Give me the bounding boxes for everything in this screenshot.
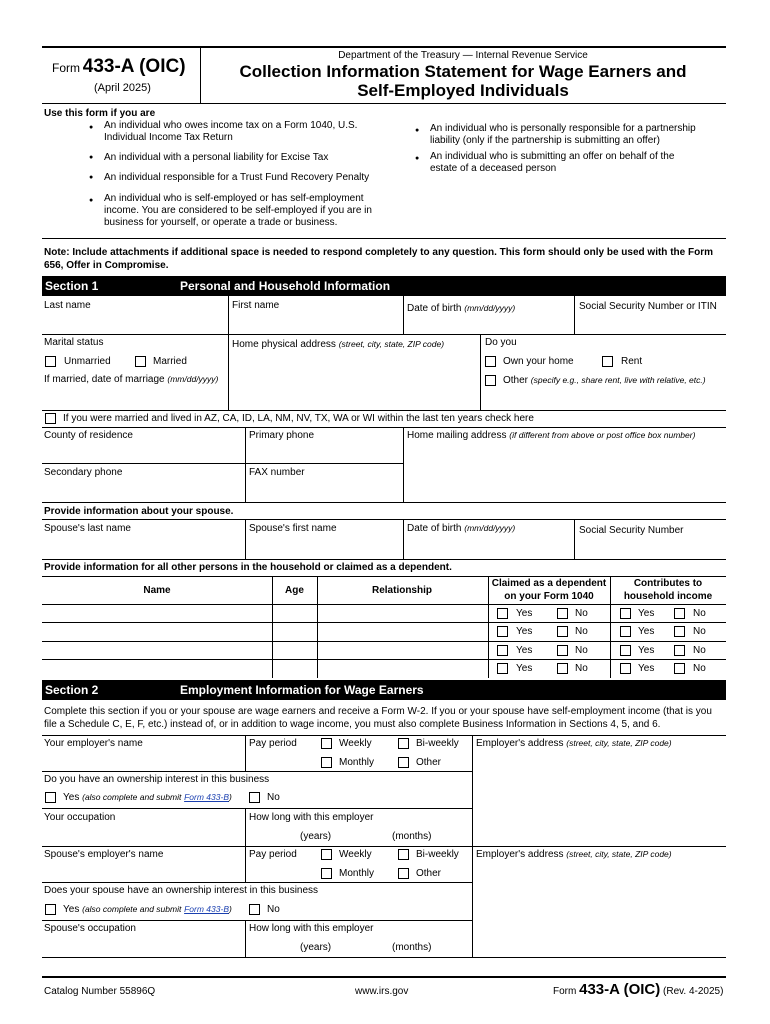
married-checkbox[interactable] bbox=[135, 356, 146, 367]
col-relationship-header: Relationship bbox=[371, 585, 432, 596]
ownership-no-label: No bbox=[267, 792, 280, 803]
divider bbox=[42, 238, 726, 239]
footer-form-number: 433-A (OIC) bbox=[579, 981, 661, 998]
col-claimed-header: Claimed as a dependent bbox=[491, 578, 607, 589]
form-id bbox=[52, 56, 186, 78]
divider bbox=[42, 559, 726, 560]
rent-label: Rent bbox=[621, 356, 643, 367]
how-long-label: How long with this employer bbox=[249, 812, 374, 823]
divider bbox=[228, 334, 229, 410]
divider bbox=[42, 463, 403, 464]
own-home-checkbox[interactable] bbox=[485, 356, 496, 367]
divider bbox=[42, 808, 472, 809]
other-residence-checkbox[interactable] bbox=[485, 375, 496, 386]
divider bbox=[317, 576, 318, 678]
col-age-header: Age bbox=[285, 585, 304, 596]
section2-label: Section 2 bbox=[45, 683, 99, 697]
employer-address-text: Employer's address bbox=[476, 738, 564, 749]
use-form-item: ● An individual who owes income tax on a Form 1040, U.S. Individual Income Tax Return bbox=[104, 120, 394, 144]
other-text: Other bbox=[503, 375, 529, 386]
claimed-no-checkbox[interactable] bbox=[557, 626, 568, 637]
household-heading: Provide information for all other persons in the household or claimed as a dependent. bbox=[44, 562, 452, 573]
spouse-employer-address-text: Employer's address bbox=[476, 849, 564, 860]
spouse-dob-label bbox=[407, 523, 515, 534]
use-form-item: ● An individual with a personal liability for Excise Tax bbox=[104, 152, 394, 163]
claimed-yes-checkbox[interactable] bbox=[497, 663, 508, 674]
divider bbox=[245, 846, 246, 882]
spouse-monthly-label: Monthly bbox=[339, 868, 375, 879]
spouse-first-name-label: Spouse's first name bbox=[249, 523, 337, 534]
mailing-address-label bbox=[407, 430, 695, 441]
form-title-line2: Self-Employed Individuals bbox=[357, 81, 569, 100]
mailing-address-hint: (if different from above or post office box number) bbox=[509, 430, 696, 440]
ownership-no-checkbox[interactable] bbox=[249, 792, 260, 803]
section2-header bbox=[42, 680, 726, 700]
section2-title: Employment Information for Wage Earners bbox=[180, 683, 424, 697]
close-paren: ) bbox=[228, 792, 232, 802]
primary-phone-label: Primary phone bbox=[249, 430, 315, 441]
ownership-yes-label bbox=[63, 792, 232, 803]
months-label: (months) bbox=[392, 831, 432, 842]
weekly-checkbox[interactable] bbox=[321, 738, 332, 749]
employer-name-label: Your employer's name bbox=[44, 738, 143, 749]
employer-address-label bbox=[476, 738, 672, 749]
contrib-no-checkbox[interactable] bbox=[674, 645, 685, 656]
spouse-dob-hint: (mm/dd/yyyy) bbox=[464, 523, 516, 533]
pay-period-label: Pay period bbox=[249, 738, 297, 749]
biweekly-label: Bi-weekly bbox=[416, 738, 459, 749]
yes-label: Yes bbox=[638, 663, 655, 674]
divider bbox=[42, 920, 472, 921]
no-label: No bbox=[693, 645, 706, 656]
yes-label: Yes bbox=[516, 645, 533, 656]
spouse-ownership-yes-label bbox=[63, 904, 232, 915]
divider bbox=[574, 519, 575, 559]
spouse-occupation-label: Spouse's occupation bbox=[44, 923, 136, 934]
spouse-monthly-checkbox[interactable] bbox=[321, 868, 332, 879]
own-home-label: Own your home bbox=[503, 356, 574, 367]
also-submit-text: (also complete and submit bbox=[82, 904, 182, 914]
other-residence-label bbox=[503, 375, 706, 386]
divider bbox=[574, 296, 575, 334]
divider bbox=[245, 519, 246, 559]
divider bbox=[42, 659, 726, 660]
biweekly-checkbox[interactable] bbox=[398, 738, 409, 749]
marriage-date-label bbox=[44, 374, 218, 385]
form-note: Note: Include attachments if additional space is needed to respond completely to any question. This form should only be used with the Form 656, Offer in Compromise. bbox=[44, 247, 713, 271]
spouse-biweekly-label: Bi-weekly bbox=[416, 849, 459, 860]
other-hint: (specify e.g., share rent, live with relative, etc.) bbox=[530, 375, 706, 385]
header-top-rule bbox=[42, 46, 726, 48]
section1-label: Section 1 bbox=[45, 279, 99, 293]
divider bbox=[42, 519, 726, 520]
yes-label: Yes bbox=[638, 645, 655, 656]
divider bbox=[42, 410, 726, 411]
last-name-label: Last name bbox=[44, 300, 91, 311]
years-label: (years) bbox=[300, 831, 332, 842]
no-label: No bbox=[693, 663, 706, 674]
yes-label: Yes bbox=[516, 663, 533, 674]
use-form-heading: Use this form if you are bbox=[44, 108, 156, 119]
spouse-ownership-label: Does your spouse have an ownership interest in this business bbox=[44, 885, 319, 896]
divider bbox=[245, 920, 246, 957]
no-label: No bbox=[575, 645, 588, 656]
spouse-weekly-checkbox[interactable] bbox=[321, 849, 332, 860]
catalog-number: Catalog Number 55896Q bbox=[44, 986, 156, 997]
spouse-other-pay-checkbox[interactable] bbox=[398, 868, 409, 879]
claimed-yes-checkbox[interactable] bbox=[497, 645, 508, 656]
divider bbox=[403, 427, 404, 502]
mailing-address-text: Home mailing address bbox=[407, 430, 507, 441]
spouse-biweekly-checkbox[interactable] bbox=[398, 849, 409, 860]
occupation-label: Your occupation bbox=[44, 812, 116, 823]
agency-name: Department of the Treasury — Internal Revenue Service bbox=[338, 50, 588, 61]
footer-rev: (Rev. 4-2025) bbox=[663, 986, 724, 997]
home-address-label bbox=[232, 339, 444, 350]
divider bbox=[42, 882, 472, 883]
divider bbox=[42, 957, 726, 958]
section2-intro: Complete this section if you or your spouse are wage earners and receive a Form W-2. If you or your spouse have self-employment income (that is you file a Schedule C, E, F, etc.) instead of, or in addition to wage income, you must also complete Business Information in Sections 4, 5, and 6. bbox=[44, 706, 712, 730]
yes-text: Yes bbox=[63, 792, 80, 803]
divider bbox=[245, 735, 246, 771]
divider bbox=[403, 296, 404, 334]
footer-form-word: Form bbox=[553, 986, 577, 997]
other-pay-label: Other bbox=[416, 757, 442, 768]
no-label: No bbox=[693, 626, 706, 637]
spouse-other-pay-label: Other bbox=[416, 868, 442, 879]
marital-status-label: Marital status bbox=[44, 337, 104, 348]
contrib-yes-checkbox[interactable] bbox=[620, 663, 631, 674]
no-label: No bbox=[693, 608, 706, 619]
spouse-ssn-label: Social Security Number bbox=[579, 525, 684, 536]
divider bbox=[403, 519, 404, 559]
spouse-employer-label: Spouse's employer's name bbox=[44, 849, 164, 860]
spouse-pay-period-label: Pay period bbox=[249, 849, 297, 860]
county-label: County of residence bbox=[44, 430, 133, 441]
close-paren: ) bbox=[228, 904, 232, 914]
use-form-item: ● An individual who is self-employed or has self-employment income. You are considered to be self-employed if you are in business for yourself, or operate a trade or business. bbox=[104, 193, 394, 229]
form-title-line1: Collection Information Statement for Wage Earners and bbox=[239, 62, 687, 81]
rent-checkbox[interactable] bbox=[602, 356, 613, 367]
spouse-months-label: (months) bbox=[392, 942, 432, 953]
monthly-checkbox[interactable] bbox=[321, 757, 332, 768]
divider bbox=[228, 296, 229, 334]
spouse-ownership-yes-checkbox[interactable] bbox=[45, 904, 56, 915]
other-pay-checkbox[interactable] bbox=[398, 757, 409, 768]
divider bbox=[42, 735, 726, 736]
spouse-years-label: (years) bbox=[300, 942, 332, 953]
form-number: 433-A (OIC) bbox=[82, 56, 186, 77]
spouse-ownership-no-checkbox[interactable] bbox=[249, 904, 260, 915]
contrib-yes-checkbox[interactable] bbox=[620, 645, 631, 656]
ownership-yes-checkbox[interactable] bbox=[45, 792, 56, 803]
dob-text: Date of birth bbox=[407, 303, 462, 314]
irs-website: www.irs.gov bbox=[355, 986, 409, 997]
divider bbox=[42, 604, 726, 605]
contrib-no-checkbox[interactable] bbox=[674, 626, 685, 637]
footer-rule bbox=[42, 976, 726, 978]
spouse-employer-address-hint: (street, city, state, ZIP code) bbox=[566, 849, 672, 859]
claimed-no-checkbox[interactable] bbox=[557, 663, 568, 674]
divider bbox=[480, 334, 481, 410]
employer-address-hint: (street, city, state, ZIP code) bbox=[566, 738, 672, 748]
divider bbox=[472, 846, 473, 957]
first-name-label: First name bbox=[232, 300, 280, 311]
do-you-label: Do you bbox=[485, 337, 517, 348]
section1-title: Personal and Household Information bbox=[180, 279, 391, 293]
contrib-no-checkbox[interactable] bbox=[674, 608, 685, 619]
col-claimed-header-2: on your Form 1040 bbox=[504, 591, 594, 602]
spouse-ownership-no-label: No bbox=[267, 904, 280, 915]
form-433b-link[interactable]: Form 433-B bbox=[184, 792, 229, 802]
use-form-item: ● An individual who is submitting an offer on behalf of the estate of a deceased person bbox=[430, 151, 690, 175]
yes-label: Yes bbox=[516, 608, 533, 619]
divider bbox=[42, 576, 726, 577]
ownership-label: Do you have an ownership interest in this business bbox=[44, 774, 270, 785]
divider bbox=[610, 576, 611, 678]
community-property-label: If you were married and lived in AZ, CA, ID, LA, NM, NV, TX, WA or WI within the last ten years check here bbox=[63, 413, 534, 424]
col-contrib-header-2: household income bbox=[623, 591, 713, 602]
spouse-heading: Provide information about your spouse. bbox=[44, 506, 234, 517]
divider bbox=[272, 576, 273, 678]
spouse-weekly-label: Weekly bbox=[339, 849, 372, 860]
use-form-item: ● An individual who is personally responsible for a partnership liability (only if the partnership is submitting an offer) bbox=[430, 123, 720, 147]
no-label: No bbox=[575, 608, 588, 619]
also-submit-text: (also complete and submit bbox=[82, 792, 182, 802]
marriage-date-text: If married, date of marriage bbox=[44, 374, 165, 385]
spouse-last-name-label: Spouse's last name bbox=[44, 523, 131, 534]
yes-label: Yes bbox=[638, 626, 655, 637]
no-label: No bbox=[575, 626, 588, 637]
unmarried-label: Unmarried bbox=[64, 356, 111, 367]
ssn-label: Social Security Number or ITIN bbox=[579, 301, 717, 312]
divider bbox=[42, 771, 472, 772]
claimed-no-checkbox[interactable] bbox=[557, 608, 568, 619]
spouse-how-long-label: How long with this employer bbox=[249, 923, 374, 934]
fax-label: FAX number bbox=[249, 467, 305, 478]
claimed-no-checkbox[interactable] bbox=[557, 645, 568, 656]
yes-label: Yes bbox=[516, 626, 533, 637]
divider bbox=[42, 427, 726, 428]
divider bbox=[42, 641, 726, 642]
yes-text: Yes bbox=[63, 904, 80, 915]
form-word: Form bbox=[52, 61, 80, 75]
col-name-header: Name bbox=[143, 585, 171, 596]
contrib-no-checkbox[interactable] bbox=[674, 663, 685, 674]
claimed-yes-checkbox[interactable] bbox=[497, 608, 508, 619]
divider bbox=[488, 576, 489, 678]
divider bbox=[472, 735, 473, 846]
community-property-checkbox[interactable] bbox=[45, 413, 56, 424]
married-label: Married bbox=[153, 356, 187, 367]
form-433b-link[interactable]: Form 433-B bbox=[184, 904, 229, 914]
contrib-yes-checkbox[interactable] bbox=[620, 626, 631, 637]
marriage-date-hint: (mm/dd/yyyy) bbox=[167, 374, 219, 384]
form-date: (April 2025) bbox=[94, 82, 151, 94]
home-address-text: Home physical address bbox=[232, 339, 336, 350]
section1-header bbox=[42, 276, 726, 296]
spouse-employer-address-label bbox=[476, 849, 672, 860]
divider bbox=[245, 808, 246, 846]
divider bbox=[42, 622, 726, 623]
divider bbox=[42, 846, 726, 847]
secondary-phone-label: Secondary phone bbox=[44, 467, 123, 478]
divider bbox=[245, 427, 246, 502]
home-address-hint: (street, city, state, ZIP code) bbox=[338, 339, 445, 349]
claimed-yes-checkbox[interactable] bbox=[497, 626, 508, 637]
use-form-item: ● An individual responsible for a Trust Fund Recovery Penalty bbox=[104, 172, 394, 183]
footer-form-id bbox=[553, 981, 723, 998]
weekly-label: Weekly bbox=[339, 738, 372, 749]
dob-label bbox=[407, 303, 515, 314]
divider bbox=[42, 502, 726, 503]
yes-label: Yes bbox=[638, 608, 655, 619]
unmarried-checkbox[interactable] bbox=[45, 356, 56, 367]
contrib-yes-checkbox[interactable] bbox=[620, 608, 631, 619]
divider bbox=[42, 334, 726, 335]
dob-hint: (mm/dd/yyyy) bbox=[464, 303, 516, 313]
spouse-dob-text: Date of birth bbox=[407, 523, 462, 534]
no-label: No bbox=[575, 663, 588, 674]
header-bottom-rule bbox=[42, 103, 726, 104]
monthly-label: Monthly bbox=[339, 757, 375, 768]
col-contrib-header: Contributes to bbox=[633, 578, 703, 589]
